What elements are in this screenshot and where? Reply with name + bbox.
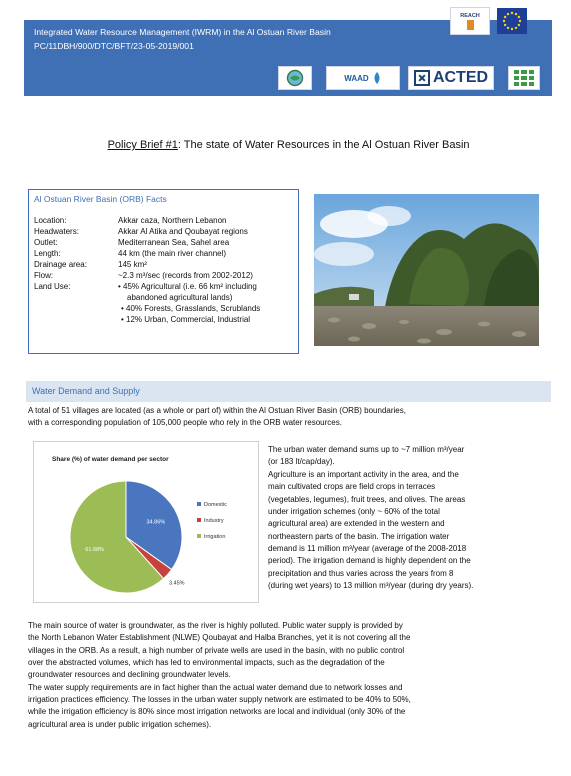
fact-label-location: Location: <box>34 216 67 225</box>
legend-label-domestic: Domestic <box>204 502 227 508</box>
right-line-6: under irrigation schemes (only ~ 60% of the total <box>268 507 440 516</box>
body-line-1: The main source of water is groundwater, as the river is highly polluted. Public water supply is provided by <box>28 621 403 630</box>
right-line-1: The urban water demand sums up to ~7 million m³/year <box>268 445 465 454</box>
reach-logo-mark <box>467 20 474 30</box>
policy-brief-label: Policy Brief #1 <box>107 139 178 151</box>
legend-label-industry: Industry <box>204 518 224 524</box>
fact-land-use-urban: • 12% Urban, Commercial, Industrial <box>121 315 251 324</box>
pie-chart <box>34 442 260 604</box>
lebs-logo <box>508 66 540 90</box>
eu-flag-logo <box>497 8 527 34</box>
facts-title: Al Ostuan River Basin (ORB) Facts <box>34 194 167 204</box>
eu-stars-icon <box>497 8 527 34</box>
fact-land-use-forests: • 40% Forests, Grasslands, Scrublands <box>121 304 261 313</box>
river-photo <box>314 194 539 346</box>
pie-data-label-domestic: 34.86% <box>146 519 166 526</box>
right-line-10: period). The irrigation demand is highly dependent on the <box>268 556 471 565</box>
intro-line-1: A total of 51 villages are located (as a whole or part of) within the Al Ostuan River Basin (ORB) boundaries, <box>28 406 406 415</box>
fact-value-drainage: 145 km² <box>118 260 147 269</box>
right-line-8: northeastern parts of the basin. The irrigation water <box>268 532 450 541</box>
right-line-4: main cultivated crops are field crops in terraces <box>268 482 436 491</box>
body-line-8: while the irrigation efficiency is 80% since most irrigation networks are local and individual (only 30% of the <box>28 707 406 716</box>
fact-value-outlet: Mediterranean Sea, Sahel area <box>118 238 230 247</box>
header-title: Integrated Water Resource Management (IWRM) in the Al Ostuan River Basin <box>34 27 331 37</box>
right-line-11: precipitation and thus varies across the years from 8 <box>268 569 454 578</box>
waad-logo-text: WAAD <box>344 73 369 83</box>
body-line-5: groundwater resources and declining groundwater levels. <box>28 670 231 679</box>
acted-mark-icon <box>414 70 430 86</box>
section-title: Water Demand and Supply <box>32 386 140 396</box>
fact-value-flow: ~2.3 m³/sec (records from 2002-2012) <box>118 271 253 280</box>
fact-value-headwaters: Akkar Al Atika and Qoubayat regions <box>118 227 248 236</box>
legend-swatch-domestic <box>197 502 201 506</box>
reach-logo-text: REACH <box>460 12 480 19</box>
fact-label-outlet: Outlet: <box>34 238 58 247</box>
body-line-7: irrigation practices efficiency. The losses in the urban water supply network are estimated to be 40% to 50%, <box>28 695 411 704</box>
pie-data-label-industry: 3.45% <box>168 580 185 587</box>
policy-brief-title <box>0 127 571 151</box>
body-line-4: over the abstracted volumes, which has led to environmental impacts, such as the degradation of the <box>28 658 385 667</box>
reach-logo <box>450 7 490 35</box>
policy-brief-subject: : The state of Water Resources in the Al Ostuan River Basin <box>177 139 470 151</box>
fact-label-length: Length: <box>34 249 61 258</box>
fact-value-land-use: • 45% Agricultural (i.e. 66 km² including <box>118 282 257 291</box>
body-line-6: The water supply requirements are in fact higher than the actual water demand due to network losses and <box>28 683 403 692</box>
body-line-2: the North Lebanon Water Establishment (NLWE) Qoubayat and Halba Branches, yet it is not covering all the <box>28 633 411 642</box>
right-line-9: demand is 11 million m³/year (average of the 2008-2018 <box>268 544 467 553</box>
facts-box <box>28 189 299 354</box>
water-drop-icon <box>372 72 382 84</box>
globe-logo <box>278 66 312 90</box>
lebs-grid-icon <box>514 70 534 86</box>
waad-logo <box>326 66 400 90</box>
section-band <box>26 381 551 402</box>
pie-data-label-irrigation: 61.68% <box>85 547 104 554</box>
acted-logo <box>408 66 494 90</box>
fact-label-headwaters: Headwaters: <box>34 227 79 236</box>
legend-swatch-irrigation <box>197 534 201 538</box>
fact-land-use-cont: abandoned agricultural lands) <box>127 293 233 302</box>
right-line-2: (or 183 lt/cap/day). <box>268 457 335 466</box>
fact-label-flow: Flow: <box>34 271 54 280</box>
fact-value-location: Akkar caza, Northern Lebanon <box>118 216 227 225</box>
intro-line-2: with a corresponding population of 105,000 people who rely in the ORB water resources. <box>28 418 342 427</box>
right-line-3: Agriculture is an important activity in the area, and the <box>268 470 459 479</box>
legend-swatch-industry <box>197 518 201 522</box>
body-line-3: villages in the ORB. As a result, a high number of private wells are used in the basin, with no public control <box>28 646 405 655</box>
header-reference: PC/11DBH/900/DTC/BFT/23-05-2019/001 <box>34 41 194 51</box>
right-line-12: (during wet years) to 13 million m³/year (during dry years). <box>268 581 474 590</box>
fact-value-length: 44 km (the main river channel) <box>118 249 227 258</box>
fact-label-drainage: Drainage area: <box>34 260 87 269</box>
right-line-5: (vegetables, legumes), fruit trees, and olives. The areas <box>268 495 466 504</box>
fact-label-land-use: Land Use: <box>34 282 71 291</box>
water-demand-chart <box>33 441 259 603</box>
right-line-7: agricultural area) are extended in the western and <box>268 519 445 528</box>
acted-logo-text: ACTED <box>432 69 489 86</box>
river-landscape-image <box>314 194 539 346</box>
chart-title: Share (%) of water demand per sector <box>52 456 169 463</box>
legend-label-irrigation: Irrigation <box>204 534 226 540</box>
body-line-9: agricultural area is under public irrigation schemes). <box>28 720 212 729</box>
globe-icon <box>286 69 304 87</box>
